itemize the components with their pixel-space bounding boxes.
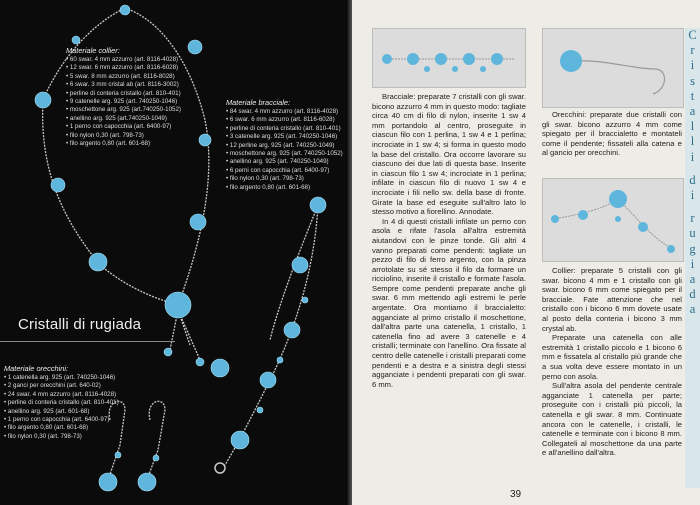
title-letter: a <box>689 104 696 119</box>
bracciale-heading: Materiale bracciale: <box>226 98 291 107</box>
title-divider <box>0 341 175 342</box>
title-letter: g <box>689 241 696 256</box>
list-item: • anellino arg. 925 (art. 740250-1049) <box>226 158 350 166</box>
collier-photo <box>542 178 684 262</box>
collier-heading: Materiale collier: <box>66 46 120 55</box>
page-title: Cristalli di rugiada <box>18 316 142 333</box>
list-item: • moschettone arg. 925 (art.740250-1052) <box>66 106 216 114</box>
title-letter: r <box>690 211 695 226</box>
paragraph: Sull'altra asola del pendente centrale agganciate 1 catenella per parte; proseguite con i cristalli più piccoli, la catenella e gli swar. 8 mm. Continuate ancora con le catenelle, i cristalli, le catenelle e terminate con i bicono 8 mm. Collegateli al moschettone da una parte e all'anellino dall'altra. <box>542 381 682 458</box>
list-item: • filo nylon 0,30 (art. 798-73) <box>66 132 216 140</box>
list-item: • moschettone arg. 925 (art. 740250-1052) <box>226 150 350 158</box>
title-letter: a <box>689 302 696 317</box>
collier-materials <box>66 46 216 148</box>
list-item: • 12 perline arg. 925 (art. 740250-1049) <box>226 142 350 150</box>
orecchini-materials <box>4 364 144 441</box>
title-letter: l <box>690 119 695 134</box>
title-letter: d <box>689 287 696 302</box>
list-item: • 12 swar. 6 mm azzurro (art. 8116-6028) <box>66 64 216 72</box>
paragraph: In 4 di questi cristalli infilate un perno con asola e rifate l'asola all'altra estremità aiutandovi con le pinze tonde. Gli altri 4 vanno preparati come pendenti: tagliate un pezzo di filo di ferro argento, con la pinza arrotolate su sé stesso il filo da formare un ricciolino, inserite il cristallo e formate l'asola. Sempre come pendenti preparate anche gli swar. 6 mm mettendo agli estremi le perle argentate. Ora montiamo il braccialetto: agganciate al primo cristallo il moschettone, dall'altra parte una catenella, 1 cristallo, 1 catenella fino ad avere 3 catenelle e 4 cristalli; terminate con l'anellino. Ora fissate al centro delle catenelle i cristalli preparati come pendenti e a destra e a sinistra degli stessi agganciate i pendenti preparati con gli swar. 6 mm. <box>372 216 526 389</box>
list-item: • 3 catenelle arg. 925 (art. 740250-1046) <box>226 133 350 141</box>
title-letter: i <box>690 256 695 271</box>
title-letter: s <box>690 73 695 88</box>
list-item: • 6 perni con capocchia (art. 6400-97) <box>226 167 350 175</box>
paragraph: Bracciale: preparate 7 cristalli con gli swar. bicono azzurro 4 mm in questo modo: tagliate circa 40 cm di filo di nylon, inserite 1 sw 4 mm portandolo al centro, proseguite in ciascun filo con 1 perlina, 1 sw 4 e 1 perlina; incrociate in 1 sw 4; si forma in questo modo la base del cristallo. Ora occorre lavorare su ciascuno dei due lati di questa base. Inserite in ciascun filo 1 sw 4; incrociate in 1 perlina; infilate in ciascun filo di nuovo 1 sw 4 e incrociate i fili nello sw. della base di fronte. Girate la base ed eseguite sull'altro lato lo stesso motivo a fiorellino. Annodate. <box>372 92 526 217</box>
paragraph: Orecchini: preparate due cristalli con gli swar. bicono azzurro 4 mm come spiegato per il braccialetto e montateli come il pendente; fissateli alla catena e al gancio per orecchini. <box>542 110 682 158</box>
title-letter: r <box>690 43 695 58</box>
list-item: • 6 swar. 3 mm cristal ab (art. 8116-3002) <box>66 81 216 89</box>
crystal-bead <box>35 92 51 108</box>
list-item: • 9 catenelle arg. 925 (art. 740250-1046) <box>66 98 216 106</box>
title-letter: i <box>690 58 695 73</box>
earring-photo <box>542 28 684 108</box>
list-item: • perline di conteria cristallo (art. 810-401) <box>226 125 350 133</box>
right-page <box>352 0 700 505</box>
list-item: • filo argento 0,80 (art. 601-68) <box>66 140 216 148</box>
list-item: • filo nylon 0,30 (art. 798-73) <box>226 175 350 183</box>
vertical-title <box>685 28 700 488</box>
title-letter: t <box>690 88 695 103</box>
title-letter: u <box>689 226 696 241</box>
list-item: • filo nylon 0,30 (art. 798-73) <box>4 433 144 441</box>
list-item: • anellino arg. 925 (art.740250-1049) <box>66 115 216 123</box>
list-item: • perline di conteria cristallo (art. 810-401) <box>66 90 216 98</box>
list-item: • anellino arg. 925 (art. 601-68) <box>4 408 144 416</box>
title-letter: a <box>689 272 696 287</box>
list-item: • 1 perno con capocchia (art. 6400-97) <box>66 123 216 131</box>
list-item: • 60 swar. 4 mm azzurro (art. 8116-4028) <box>66 56 216 64</box>
list-item: • 24 swar. 4 mm azzurro (art. 8116-4028) <box>4 391 144 399</box>
list-item: • 5 swar. 8 mm azzurro (art. 8116-8028) <box>66 73 216 81</box>
bracciale-instructions <box>372 92 526 389</box>
bracelet-photo <box>372 28 526 88</box>
title-letter: i <box>690 149 695 164</box>
title-letter: l <box>690 134 695 149</box>
list-item: • perline di conteria cristallo (art. 810-401) <box>4 399 144 407</box>
orecchini-heading: Materiale orecchini: <box>4 364 69 373</box>
title-letter: d <box>689 172 696 187</box>
title-letter: C <box>688 28 697 42</box>
list-item: • 2 ganci per orecchini (art. 640-02) <box>4 382 144 390</box>
collier-instructions <box>542 266 682 458</box>
orecchini-instructions <box>542 110 682 158</box>
bracciale-materials <box>226 98 350 192</box>
list-item: • filo argento 0,80 (art. 601-68) <box>4 424 144 432</box>
list-item: • 84 swar. 4 mm azzurro (art. 8116-4028) <box>226 108 350 116</box>
list-item: • filo argento 0,80 (art. 601-68) <box>226 184 350 192</box>
list-item: • 6 swar. 6 mm azzurro (art. 8116-6028) <box>226 116 350 124</box>
paragraph: Preparate una catenella con alle estremità 1 cristallo piccolo e 1 bicono 6 mm e fissatela al cristallo più grande che a sua volta deve essere montato in un perno con asola. <box>542 333 682 381</box>
list-item: • 1 catenella arg. 925 (art. 740250-1046) <box>4 374 144 382</box>
list-item: • 1 perno con capocchia (art. 6400-97) <box>4 416 144 424</box>
paragraph: Collier: preparate 5 cristalli con gli swar. bicono 4 mm e 1 cristallo con gli swar. bicono 6 mm come spiegato per il bracciale. Fate attenzione che nel cristallo con i bicono 6 mm dovete usate al posto della conteria i bicono 3 mm crystal ab. <box>542 266 682 333</box>
title-letter: i <box>690 188 695 203</box>
page-number: 39 <box>510 489 522 500</box>
